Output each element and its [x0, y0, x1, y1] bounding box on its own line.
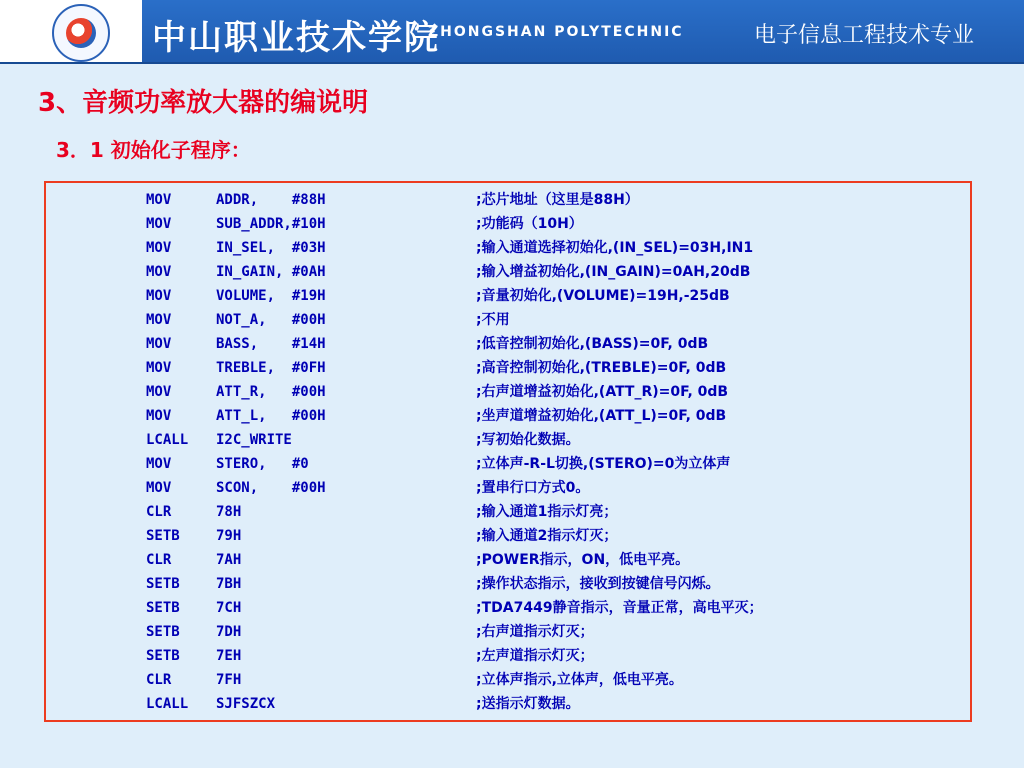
code-operand: VOLUME, #19H	[216, 288, 326, 304]
code-operand: I2C_WRITE	[216, 432, 292, 448]
code-comment: ;低音控制初始化,(BASS)=0F, 0dB	[476, 336, 709, 352]
header-banner	[0, 0, 1024, 64]
code-comment: ;输入通道2指示灯灭；	[476, 528, 618, 544]
code-operand: ATT_R, #00H	[216, 384, 326, 400]
code-opcode: MOV	[146, 456, 172, 472]
code-opcode: CLR	[146, 672, 172, 688]
code-opcode: SETB	[146, 648, 180, 664]
code-opcode: SETB	[146, 528, 180, 544]
code-operand: IN_GAIN, #0AH	[216, 264, 326, 280]
code-opcode: MOV	[146, 384, 172, 400]
code-opcode: MOV	[146, 264, 172, 280]
code-comment: ;坐声道增益初始化,(ATT_L)=0F, 0dB	[476, 408, 727, 424]
code-comment: ;操作状态指示，接收到按键信号闪烁。	[476, 576, 720, 592]
code-opcode: MOV	[146, 216, 172, 232]
code-comment: ;POWER指示，ON，低电平亮。	[476, 552, 690, 568]
code-comment: ;不用	[476, 312, 510, 328]
code-comment: ;音量初始化,(VOLUME)=19H,-25dB	[476, 288, 730, 304]
code-operand: NOT_A, #00H	[216, 312, 326, 328]
code-operand: SJFSZCX	[216, 696, 276, 712]
code-comment: ;高音控制初始化,(TREBLE)=0F, 0dB	[476, 360, 727, 376]
code-opcode: LCALL	[146, 696, 189, 712]
code-opcode: SETB	[146, 600, 180, 616]
code-operand: IN_SEL, #03H	[216, 240, 326, 256]
school-logo	[0, 0, 142, 62]
code-opcode: MOV	[146, 480, 172, 496]
code-operand: TREBLE, #0FH	[216, 360, 326, 376]
code-operand: STERO, #0	[216, 456, 309, 472]
school-name-cn: 中山职业技术学院	[152, 18, 440, 58]
code-operand: 7CH	[216, 600, 242, 616]
code-operand: SUB_ADDR,#10H	[216, 216, 326, 232]
code-opcode: CLR	[146, 552, 172, 568]
code-comment: ;输入通道选择初始化,(IN_SEL)=03H,IN1	[476, 240, 754, 256]
code-comment: ;立体声-R-L切换,(STERO)=0为立体声	[476, 456, 731, 472]
code-opcode: MOV	[146, 336, 172, 352]
school-name-en: ZHONGSHAN POLYTECHNIC	[428, 24, 684, 40]
code-operand: BASS, #14H	[216, 336, 326, 352]
logo-emblem-icon	[52, 4, 110, 62]
code-comment: ;功能码（10H）	[476, 216, 583, 232]
code-listing	[44, 181, 972, 722]
department-name: 电子信息工程技术专业	[753, 23, 974, 48]
code-opcode: MOV	[146, 312, 172, 328]
slide-subtitle: 3．1 初始化子程序：	[56, 138, 251, 162]
code-comment: ;右声道指示灯灭；	[476, 624, 594, 640]
code-operand: SCON, #00H	[216, 480, 326, 496]
code-opcode: SETB	[146, 576, 180, 592]
code-opcode: MOV	[146, 408, 172, 424]
code-opcode: CLR	[146, 504, 172, 520]
code-comment: ;送指示灯数据。	[476, 696, 580, 712]
code-operand: 7AH	[216, 552, 242, 568]
slide-title: 3、音频功率放大器的编说明	[38, 88, 369, 118]
code-operand: ATT_L, #00H	[216, 408, 326, 424]
code-comment: ;输入通道1指示灯亮；	[476, 504, 618, 520]
code-opcode: MOV	[146, 360, 172, 376]
code-opcode: LCALL	[146, 432, 189, 448]
code-opcode: MOV	[146, 192, 172, 208]
code-comment: ;输入增益初始化,(IN_GAIN)=0AH,20dB	[476, 264, 751, 280]
code-comment: ;立体声指示,立体声，低电平亮。	[476, 672, 683, 688]
code-opcode: MOV	[146, 288, 172, 304]
code-operand: 7BH	[216, 576, 242, 592]
code-operand: 78H	[216, 504, 242, 520]
code-opcode: MOV	[146, 240, 172, 256]
code-comment: ;芯片地址（这里是88H）	[476, 192, 639, 208]
code-comment: ;右声道增益初始化,(ATT_R)=0F, 0dB	[476, 384, 729, 400]
code-comment: ;写初始化数据。	[476, 432, 580, 448]
code-operand: 7FH	[216, 672, 242, 688]
code-comment: ;左声道指示灯灭；	[476, 648, 594, 664]
code-opcode: SETB	[146, 624, 180, 640]
code-operand: 79H	[216, 528, 242, 544]
code-operand: 7DH	[216, 624, 242, 640]
code-comment: ;TDA7449静音指示，音量正常，高电平灭；	[476, 600, 763, 616]
code-operand: ADDR, #88H	[216, 192, 326, 208]
code-operand: 7EH	[216, 648, 242, 664]
code-comment: ;置串行口方式0。	[476, 480, 590, 496]
